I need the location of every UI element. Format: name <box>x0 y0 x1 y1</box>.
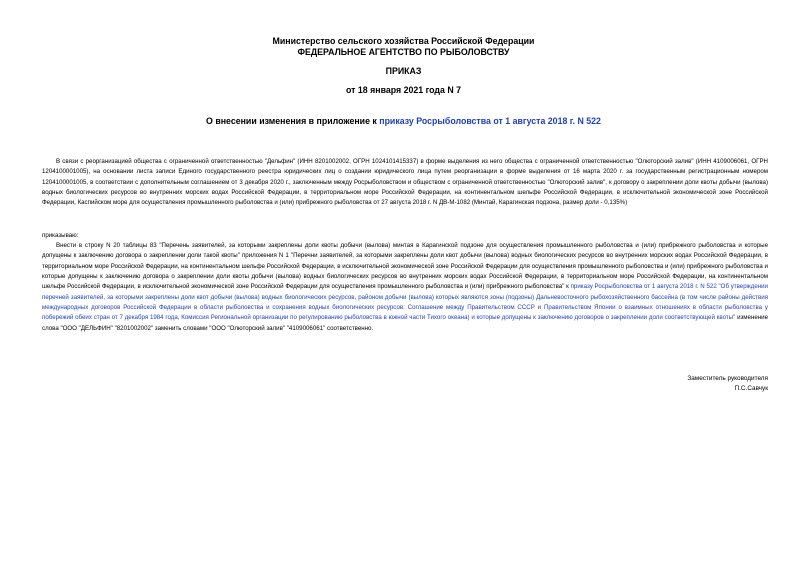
ministry-heading: Министерство сельского хозяйства Российской Федерации <box>272 36 535 46</box>
document-title <box>0 116 807 127</box>
document-date: от 18 января 2021 года N 7 <box>345 85 462 95</box>
order-word: приказываю: <box>42 232 79 239</box>
document-type: ПРИКАЗ <box>385 66 422 76</box>
order-text-part2: изменение слова "ООО "ДЕЛЬФИН" "8201002002" заменить словами "ООО "Олюторский залив" "4109006061" соответственно. <box>42 314 768 332</box>
signature-position: Заместитель руководителя <box>687 375 768 382</box>
order-paragraph <box>42 241 768 334</box>
title-prefix: О внесении изменения в приложение к <box>206 116 380 126</box>
order-reference-link[interactable]: приказу Росрыболовства от 1 августа 2018 г. N 522 "Об утверждении перечней заявителей, за которыми закреплены доли квот добычи (вылова) водных биологических ресурсов, районом добычи (вылова) которых являются зоны (подзоны) Дальневосточного рыбохозяйственного бассейна (в том числе районы действия международных договоров Российской Федерации в области рыболовства и сохранения водных биологических ресурсов: Соглашение между Правительством СССР и Правительством Японии о взаимных отношениях в области рыболовства у побережий обеих стран от 7 декабря 1984 года, Комиссия Региональной организации по регулированию рыболовства в южной части Тихого океана) и которые допущены к заключению договоров о закреплении доли соответствующей квоты" <box>42 283 768 322</box>
signature-name: П.С.Савчук <box>734 385 768 392</box>
agency-heading: ФЕДЕРАЛЬНОЕ АГЕНТСТВО ПО РЫБОЛОВСТВУ <box>297 47 510 57</box>
intro-text: В связи с реорганизацией общества с ограниченной ответственностью "Дельфин" (ИНН 8201002002, ОГРН 1024101415337) в форме выделения из него общества с ограниченной ответственностью "Олюторский залив" (ИНН 4109006061, ОГРН 1204100001005), на основании листа записи Единого государственного реестра юридических лиц о создании юридического лица путем реорганизации в форме выделения от 16 марта 2020 г. за государственным регистрационным номером 1204100001005, в соответствии с дополнительным соглашением от 3 декабря 2020 г., заключенным между Росрыболовством и обществом с ограниченной ответственностью "Олюторский залив", к договору о закреплении доли квоты добычи (вылова) водных биологических ресурсов во внутренних морских водах Российской Федерации, в территориальном море Российской Федерации, на континентальном шельфе Российской Федерации, в исключительной экономической зоне Российской Федерации, Каспийском море для осуществления промышленного рыболовства и (или) прибрежного рыболовства от 27 августа 2018 г. N ДВ-М-1082 (Минтай, Карагинская подзона, размер доли - 0,135%) <box>42 158 768 207</box>
order-text-part1: Внести в строку N 20 таблицы 83 "Перечень заявителей, за которыми закреплены доли квоты добычи (вылова) минтая в Карагинской подзоне для осуществления промышленного рыболовства и (или) прибрежного рыболовства и которые допущены к заключению договора о закреплении доли такой квоты" приложения N 1 "Перечни заявителей, за которыми закреплены доли квот добычи (вылова) водных биологических ресурсов во внутренних морских водах Российской Федерации, в территориальном море Российской Федерации, на континентальном шельфе Российской Федерации, в исключительной экономической зоне Российской Федерации для осуществления промышленного рыболовства и (или) прибрежного рыболовства и которые допущены к заключению договора о закреплении доли квоты добычи (вылова) водных биологических ресурсов во внутренних морских водах Российской Федерации, в территориальном море Российской Федерации, на континентальном шельфе Российской Федерации, в исключительной экономической зоне Российской Федерации для осуществления промышленного рыболовства и (или) прибрежного рыболовства" к <box>42 242 768 291</box>
intro-paragraph <box>42 157 768 209</box>
title-order-link[interactable]: приказу Росрыболовства от 1 августа 2018 г. N 522 <box>379 116 601 126</box>
